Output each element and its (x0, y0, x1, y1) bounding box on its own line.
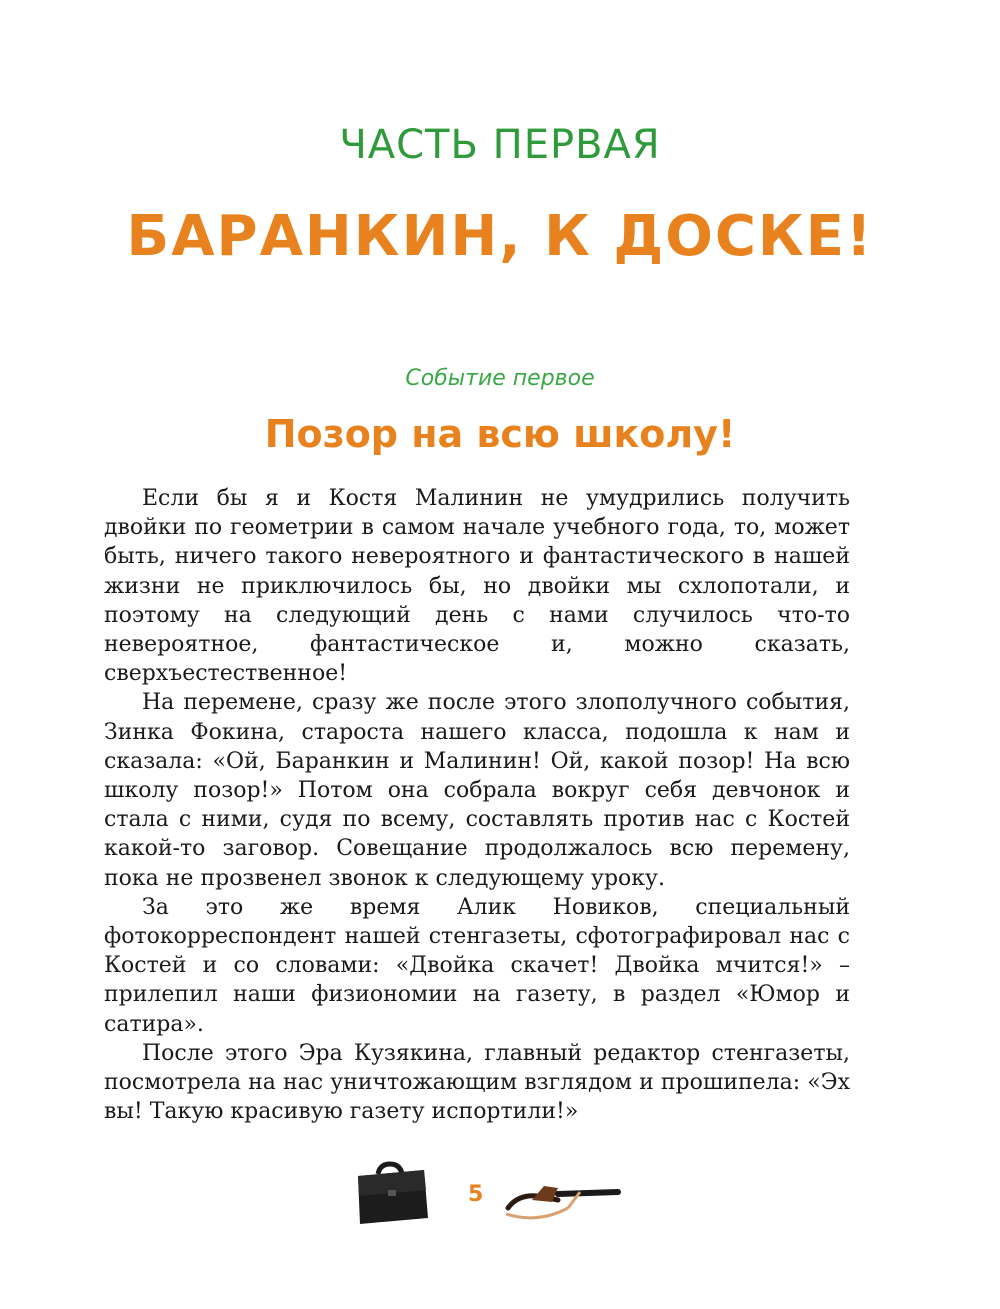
page-footer (350, 1160, 650, 1240)
event-label: Событие первое (405, 366, 595, 391)
part-title: БАРАНКИН, К ДОСКЕ! (126, 204, 874, 269)
paragraph: Если бы я и Костя Малинин не умудрились получить двойки по геометрии в самом начале учебного года, то, может быть, ничего такого невероятного и фантастического в нашей жизни не приключилось бы, но двойки мы схлопотали, и поэтому на следующий день с нами случилось что-то невероятное, фантастическое и, можно сказать, сверхъестественное! (104, 486, 850, 687)
page-number: 5 (468, 1182, 484, 1207)
paragraph: За это же время Алик Новиков, специальный фотокорреспондент нашей стенгазеты, сфотографировал нас с Костей и со словами: «Двойка скачет! Двойка мчится!» – прилепил наши физиономии на газету, в раздел «Юмор и сатира». (104, 894, 850, 1037)
briefcase-icon (350, 1160, 430, 1226)
paragraph: После этого Эра Кузякина, главный редактор стенгазеты, посмотрела на нас уничтожающим взглядом и прошипела: «Эх вы! Такую красивую газету испортили!» (104, 1040, 850, 1125)
slingshot-icon (498, 1178, 628, 1228)
part-label: ЧАСТЬ ПЕРВАЯ (339, 122, 661, 168)
paragraph: На перемене, сразу же после этого злополучного события, Зинка Фокина, староста нашего класса, подошла к нам и сказала: «Ой, Баранкин и Малинин! Ой, какой позор! На всю школу позор!» Потом она собрала вокруг себя девчонок и стала с ними, судя по всему, составлять против нас с Костей какой-то заговор. Совещание продолжалось всю перемену, пока не прозвенел звонок к следующему уроку. (104, 690, 850, 891)
body-text (104, 484, 850, 1126)
event-title: Позор на всю школу! (264, 412, 736, 456)
